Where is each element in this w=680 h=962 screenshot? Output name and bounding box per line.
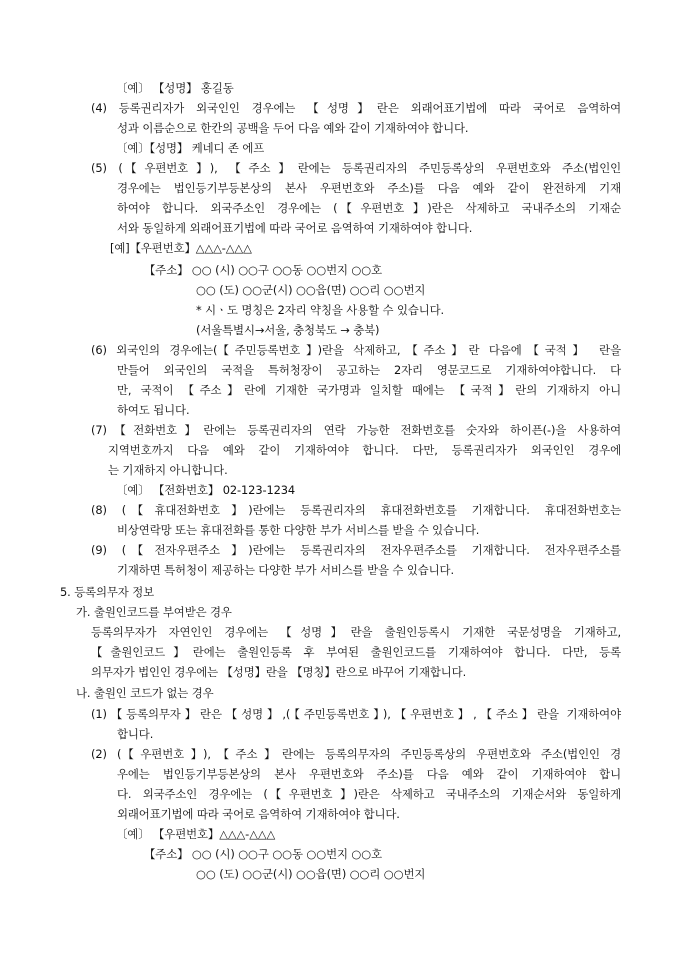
address-note: * 시ㆍ도 명칭은 2자리 약칭을 사용할 수 있습니다. (196, 303, 445, 317)
example-postal-code-2: 〔예〕 【우편번호】△△△-△△△ (116, 827, 276, 841)
subsection-ga-line-3: 의무자가 법인인 경우에는 【성명】란을 【명칭】란으로 바꾸어 기재합니다. (91, 665, 467, 679)
item-8-line-2: 비상연락망 또는 휴대전화를 통한 다양한 부가 서비스를 받을 수 있습니다. (117, 523, 480, 537)
item-8-line-1: (8) (【휴대전화번호】)란에는 등록권리자의 휴대전화번호를 기재합니다. 휴대전화번호는 (91, 503, 621, 517)
item-5-line-1: (5) (【우편번호】), 【주소】란에는 등록권리자의 주민등록상의 우편번호와 주소(법인인 (91, 161, 621, 175)
item-6-line-1: (6) 외국인의 경우에는(【주민등록번호】)란을 삭제하고,【주소】란 다음에【국적】 란을 (91, 343, 621, 357)
na-item-2-line-3: 다. 외국주소인 경우에는 (【우편번호】)란은 삭제하고 국내주소의 기재순서와 동일하게 (117, 787, 621, 801)
example-postal-code: [예]【우편번호】△△△-△△△ (110, 241, 252, 255)
na-item-2-line-2: 우에는 법인등기부등본상의 본사 우편번호와 주소)를 다음 예와 같이 기재하여야 합니 (117, 767, 621, 781)
na-item-1-line-1: (1)【등록의무자】란은【성명】,(【주민등록번호】),【우편번호】,【주소】란을 기재하여야 (91, 707, 621, 721)
na-item-2-line-4: 외래어표기법에 따라 국어로 음역하여 기재하여야 합니다. (117, 807, 400, 821)
example-name: 〔예〕 【성명】 홍길동 (116, 81, 234, 95)
item-5-line-2: 경우에는 법인등기부등본상의 본사 우편번호와 주소)를 다음 예와 같이 완전하게 기재 (117, 181, 621, 195)
item-4-line-1: (4) 등록권리자가 외국인인 경우에는 【성명】란은 외래어표기법에 따라 국어로 음역하여 (91, 101, 621, 115)
example-address-2-line-2: ○○ (도) ○○군(시) ○○읍(면) ○○리 ○○번지 (196, 867, 426, 881)
item-9-line-1: (9) (【전자우편주소】)란에는 등록권리자의 전자우편주소를 기재합니다. 전자우편주소를 (91, 543, 621, 557)
subsection-ga-heading: 가. 출원인코드를 부여받은 경우 (76, 605, 232, 619)
section-5-heading: 5. 등록의무자 정보 (60, 585, 155, 599)
item-6-line-4: 하여도 됩니다. (117, 403, 190, 417)
example-address-2-line-1: 【주소】 ○○ (시) ○○구 ○○동 ○○번지 ○○호 (144, 847, 383, 861)
address-note-example: (서울특별시→서울, 충청북도 → 충북) (196, 323, 380, 337)
subsection-ga-line-1: 등록의무자가 자연인인 경우에는 【성명】란을 출원인등록시 기재한 국문성명을 기재하고, (91, 625, 621, 639)
item-6-line-3: 만, 국적이 【주소】란에 기재한 국가명과 일치할 때에는 【국적】란의 기재하지 아니 (117, 383, 621, 397)
na-item-1-line-2: 합니다. (117, 727, 154, 741)
na-item-2-line-1: (2) (【우편번호】),【주소】란에는 등록의무자의 주민등록상의 우편번호와 주소(법인인 경 (91, 747, 621, 761)
item-9-line-2: 기재하면 특허청이 제공하는 다양한 부가 서비스를 받을 수 있습니다. (117, 563, 454, 577)
example-address-line-1: 【주소】 ○○ (시) ○○구 ○○동 ○○번지 ○○호 (144, 263, 383, 277)
subsection-ga-line-2: 【출원인코드】란에는 출원인등록 후 부여된 출원인코드를 기재하여야 합니다. 다만, 등록 (91, 645, 621, 659)
example-foreign-name: 〔예〕【성명】 케네디 존 에프 (116, 141, 265, 155)
item-5-line-4: 서와 동일하게 외래어표기법에 따라 국어로 음역하여 기재하여야 합니다. (117, 221, 473, 235)
example-phone: 〔예〕 【전화번호】 02-123-1234 (116, 483, 296, 497)
subsection-na-heading: 나. 출원인 코드가 없는 경우 (76, 686, 214, 700)
example-address-line-2: ○○ (도) ○○군(시) ○○읍(면) ○○리 ○○번지 (196, 283, 426, 297)
item-6-line-2: 만들어 외국인의 국적을 특허청장이 공고하는 2자리 영문코드로 기재하여야합니다. 다 (117, 363, 621, 377)
item-5-line-3: 하여야 합니다. 외국주소인 경우에는 (【우편번호】)란은 삭제하고 국내주소의 기재순 (117, 201, 621, 215)
item-7-line-1: (7)【전화번호】란에는 등록권리자의 연락 가능한 전화번호를 숫자와 하이픈(-)을 사용하여 (91, 423, 621, 437)
item-7-line-3: 는 기재하지 아니합니다. (108, 463, 228, 477)
item-7-line-2: 지역번호까지 다음 예와 같이 기재하여야 합니다. 다만, 등록권리자가 외국인인 경우에 (108, 443, 621, 457)
item-4-line-2: 성과 이름순으로 한칸의 공백을 두어 다음 예와 같이 기재하여야 합니다. (117, 121, 469, 135)
